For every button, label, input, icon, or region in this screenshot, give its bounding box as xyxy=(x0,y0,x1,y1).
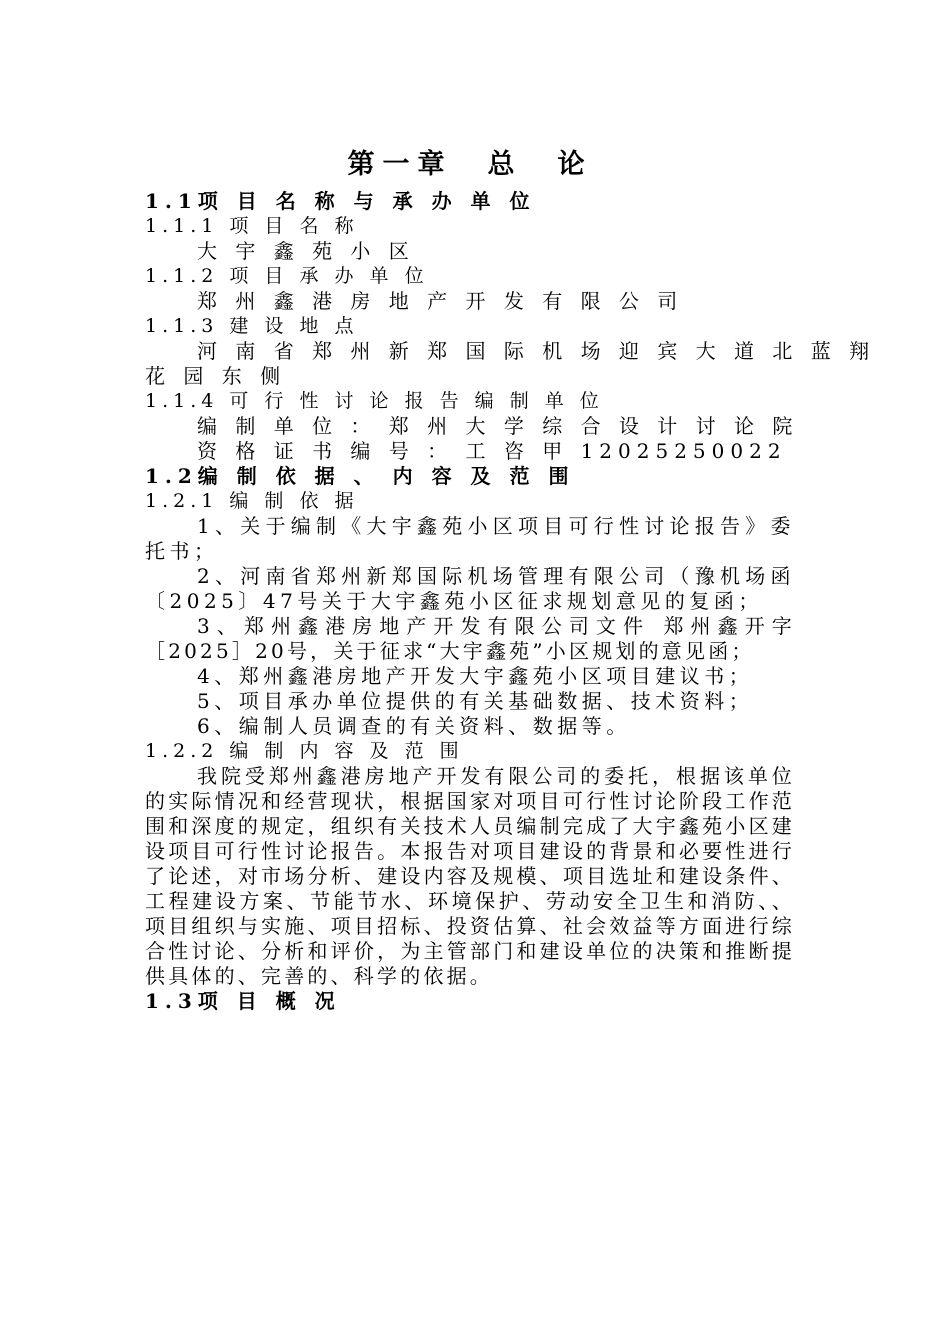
certificate-number: 资 格 证 书 编 号 ： 工 咨 甲 12025250022 xyxy=(197,439,787,463)
subsection-title-1-1-3: 1.1.3 建 设 地 点 xyxy=(145,315,359,337)
section-heading-1-3: 1.3项 目 概 况 xyxy=(145,989,341,1013)
subsection-title-1-2-2: 1.2.2 编 制 内 容 及 范 围 xyxy=(145,740,464,762)
organizer: 郑 州 鑫 港 房 地 产 开 发 有 限 公 司 xyxy=(197,289,684,313)
subsection-title-1-1-2: 1.1.2 项 目 承 办 单 位 xyxy=(145,265,429,287)
subsection-title-1-2-1: 1.2.1 编 制 依 据 xyxy=(145,490,359,512)
compiler-unit: 编 制 单 位 ： 郑 州 大 学 综 合 设 计 讨 论 院 xyxy=(197,414,799,438)
document-page xyxy=(145,148,876,1014)
subsection-title-1-1-4: 1.1.4 可 行 性 讨 论 报 告 编 制 单 位 xyxy=(145,390,604,412)
basis-item: 1、关于编制《大宇鑫苑小区项目可行性讨论报告》委托书； xyxy=(145,514,795,563)
basis-item: 2、河南省郑州新郑国际机场管理有限公司（豫机场函〔2025〕47号关于大宇鑫苑小区征求规划意见的复函； xyxy=(145,564,795,613)
chapter-title: 第一章 总 论 xyxy=(347,149,593,180)
location-line-2: 花 园 东 侧 xyxy=(145,364,287,388)
basis-item: 6、编制人员调查的有关资料、数据等。 xyxy=(197,714,631,738)
scope-paragraph: 我院受郑州鑫港房地产开发有限公司的委托，根据该单位的实际情况和经营现状，根据国家对项目可行性讨论阶段工作范围和深度的规定，组织有关技术人员编制完成了大宇鑫苑小区建设项目可行性讨论报告。本报告对项目建设的背景和必要性进行了论述，对市场分析、建设内容及规模、项目选址和建设条件、工程建设方案、节能节水、环境保护、劳动安全卫生和消防、、项目组织与实施、项目招标、投资估算、社会效益等方面进行综合性讨论、分析和评价，为主管部门和建设单位的决策和推断提供具体的、完善的、科学的依据。 xyxy=(145,764,795,988)
subsection-title-1-1-1: 1.1.1 项 目 名 称 xyxy=(145,215,359,237)
section-heading-1-2: 1.2编 制 依 据 、 内 容 及 范 围 xyxy=(145,464,575,488)
basis-item: 3、郑州鑫港房地产开发有限公司文件 郑州鑫开字［2025］20号，关于征求“大宇鑫苑”小区规划的意见函； xyxy=(145,614,795,663)
section-heading-1-1: 1.1项 目 名 称 与 承 办 单 位 xyxy=(145,189,536,213)
basis-item: 4、郑州鑫港房地产开发大宇鑫苑小区项目建议书； xyxy=(197,664,754,688)
location-line-1: 河 南 省 郑 州 新 郑 国 际 机 场 迎 宾 大 道 北 蓝 翔 xyxy=(197,339,876,363)
project-name: 大 宇 鑫 苑 小 区 xyxy=(197,239,415,263)
basis-item: 5、项目承办单位提供的有关基础数据、技术资料； xyxy=(197,689,754,713)
